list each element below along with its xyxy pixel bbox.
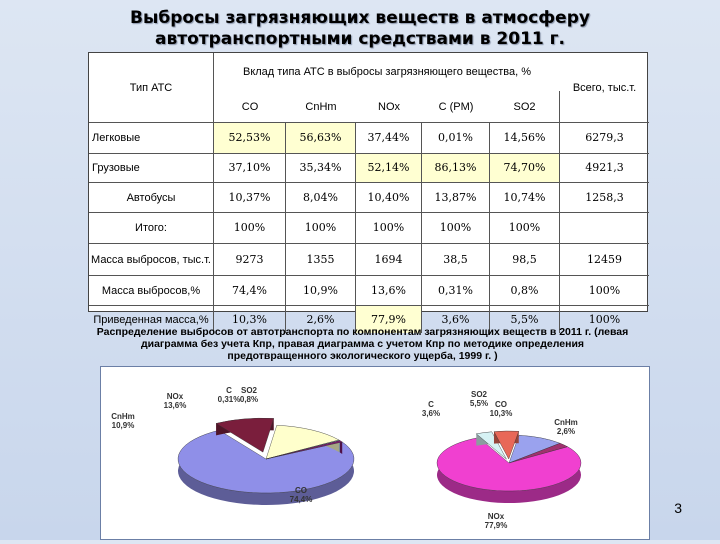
row-name: Масса выбросов, тыс.т. bbox=[89, 244, 214, 276]
table-cell: 10,74% bbox=[490, 183, 560, 213]
table-cell: 74,4% bbox=[214, 276, 286, 306]
pie-label: C 0,31% bbox=[217, 386, 241, 404]
table-cell: 1694 bbox=[356, 244, 422, 276]
header-total: Всего, тыс.т. bbox=[560, 53, 649, 123]
title-line-2: автотранспортными средствами в 2011 г. bbox=[154, 29, 565, 49]
table-cell: 37,44% bbox=[356, 123, 422, 154]
table-cell: 37,10% bbox=[214, 154, 286, 183]
header-col-so2: SO2 bbox=[490, 91, 560, 123]
page-number: 3 bbox=[674, 500, 682, 516]
pie-label: CnHm 10,9% bbox=[111, 412, 135, 430]
table-cell: 13,6% bbox=[356, 276, 422, 306]
table-cell: 0,31% bbox=[422, 276, 490, 306]
table-cell: 10,9% bbox=[286, 276, 356, 306]
pie-label: CnHm 2,6% bbox=[554, 418, 578, 436]
header-col-cnhm: CnHm bbox=[286, 91, 356, 123]
table-cell: 100% bbox=[214, 213, 286, 244]
table-cell: 1355 bbox=[286, 244, 356, 276]
table-cell: 52,14% bbox=[356, 154, 422, 183]
row-total: 100% bbox=[560, 276, 649, 306]
row-name: Итого: bbox=[89, 213, 214, 244]
header-contribution: Вклад типа АТС в выбросы загрязняющего вещества, % bbox=[242, 66, 532, 78]
row-name: Приведенная масса,% bbox=[89, 306, 214, 333]
pie-chart-1 bbox=[111, 386, 354, 505]
chart-caption: Распределение выбросов от автотранспорта по компонентам загрязняющих веществ в 2011 г. (левая диаграмма без учета Кпр, правая диаграмма с учетом Кпр по методике определения предотвращенного экологического ущерба, 1999 г. ) bbox=[96, 326, 629, 362]
header-type: Тип АТС bbox=[89, 53, 214, 123]
table-cell: 100% bbox=[422, 213, 490, 244]
page-title bbox=[0, 8, 720, 50]
row-name: Автобусы bbox=[89, 183, 214, 213]
pie-chart-2 bbox=[422, 390, 581, 530]
table-cell: 52,53% bbox=[214, 123, 286, 154]
emissions-table bbox=[88, 52, 648, 326]
row-total: 100% bbox=[588, 312, 621, 326]
pie-label: SO2 5,5% bbox=[469, 390, 489, 408]
table-cell: 10,3% bbox=[214, 306, 286, 333]
table-cell: 100% bbox=[490, 213, 560, 244]
table-cell: 9273 bbox=[214, 244, 286, 276]
table-cell: 77,9% bbox=[356, 306, 422, 333]
pie-label: NOx 13,6% bbox=[163, 392, 187, 410]
header-col-nox: NOx bbox=[356, 91, 422, 123]
header-col-pm: C (PM) bbox=[422, 91, 490, 123]
pie-label: SO2 0,8% bbox=[239, 386, 259, 404]
pie-label: CO 74,4% bbox=[289, 486, 313, 504]
table-cell: 38,5 bbox=[422, 244, 490, 276]
table-cell: 5,5% bbox=[490, 306, 560, 333]
table-cell: 10,40% bbox=[356, 183, 422, 213]
row-name: Грузовые bbox=[89, 154, 214, 183]
table-cell: 0,8% bbox=[490, 276, 560, 306]
charts-panel bbox=[100, 366, 650, 540]
pie-label: C 3,6% bbox=[421, 400, 441, 418]
table-cell: 0,01% bbox=[422, 123, 490, 154]
row-name: Масса выбросов,% bbox=[89, 276, 214, 306]
table-cell: 2,6% bbox=[286, 306, 356, 333]
table-cell: 86,13% bbox=[422, 154, 490, 183]
table-cell: 74,70% bbox=[490, 154, 560, 183]
row-total bbox=[560, 213, 649, 244]
table-cell: 13,87% bbox=[422, 183, 490, 213]
row-total: 6279,3 bbox=[560, 123, 649, 154]
row-total: 12459 bbox=[560, 244, 649, 276]
pie-label: NOx 77,9% bbox=[484, 512, 508, 530]
title-line-1: Выбросы загрязняющих веществ в атмосферу bbox=[130, 8, 590, 28]
row-name: Легковые bbox=[89, 123, 214, 154]
table-cell: 14,56% bbox=[490, 123, 560, 154]
pie-label: CO 10,3% bbox=[489, 400, 513, 418]
table-cell: 10,37% bbox=[214, 183, 286, 213]
row-total: 4921,3 bbox=[560, 154, 649, 183]
header-col-co: CO bbox=[214, 91, 286, 123]
table-cell: 8,04% bbox=[286, 183, 356, 213]
row-total: 1258,3 bbox=[560, 183, 649, 213]
table-cell: 35,34% bbox=[286, 154, 356, 183]
table-cell: 100% bbox=[286, 213, 356, 244]
table-cell: 56,63% bbox=[286, 123, 356, 154]
table-cell: 98,5 bbox=[490, 244, 560, 276]
pie-charts bbox=[101, 367, 649, 539]
table-cell: 3,6% bbox=[422, 306, 490, 333]
table-cell: 100% bbox=[356, 213, 422, 244]
